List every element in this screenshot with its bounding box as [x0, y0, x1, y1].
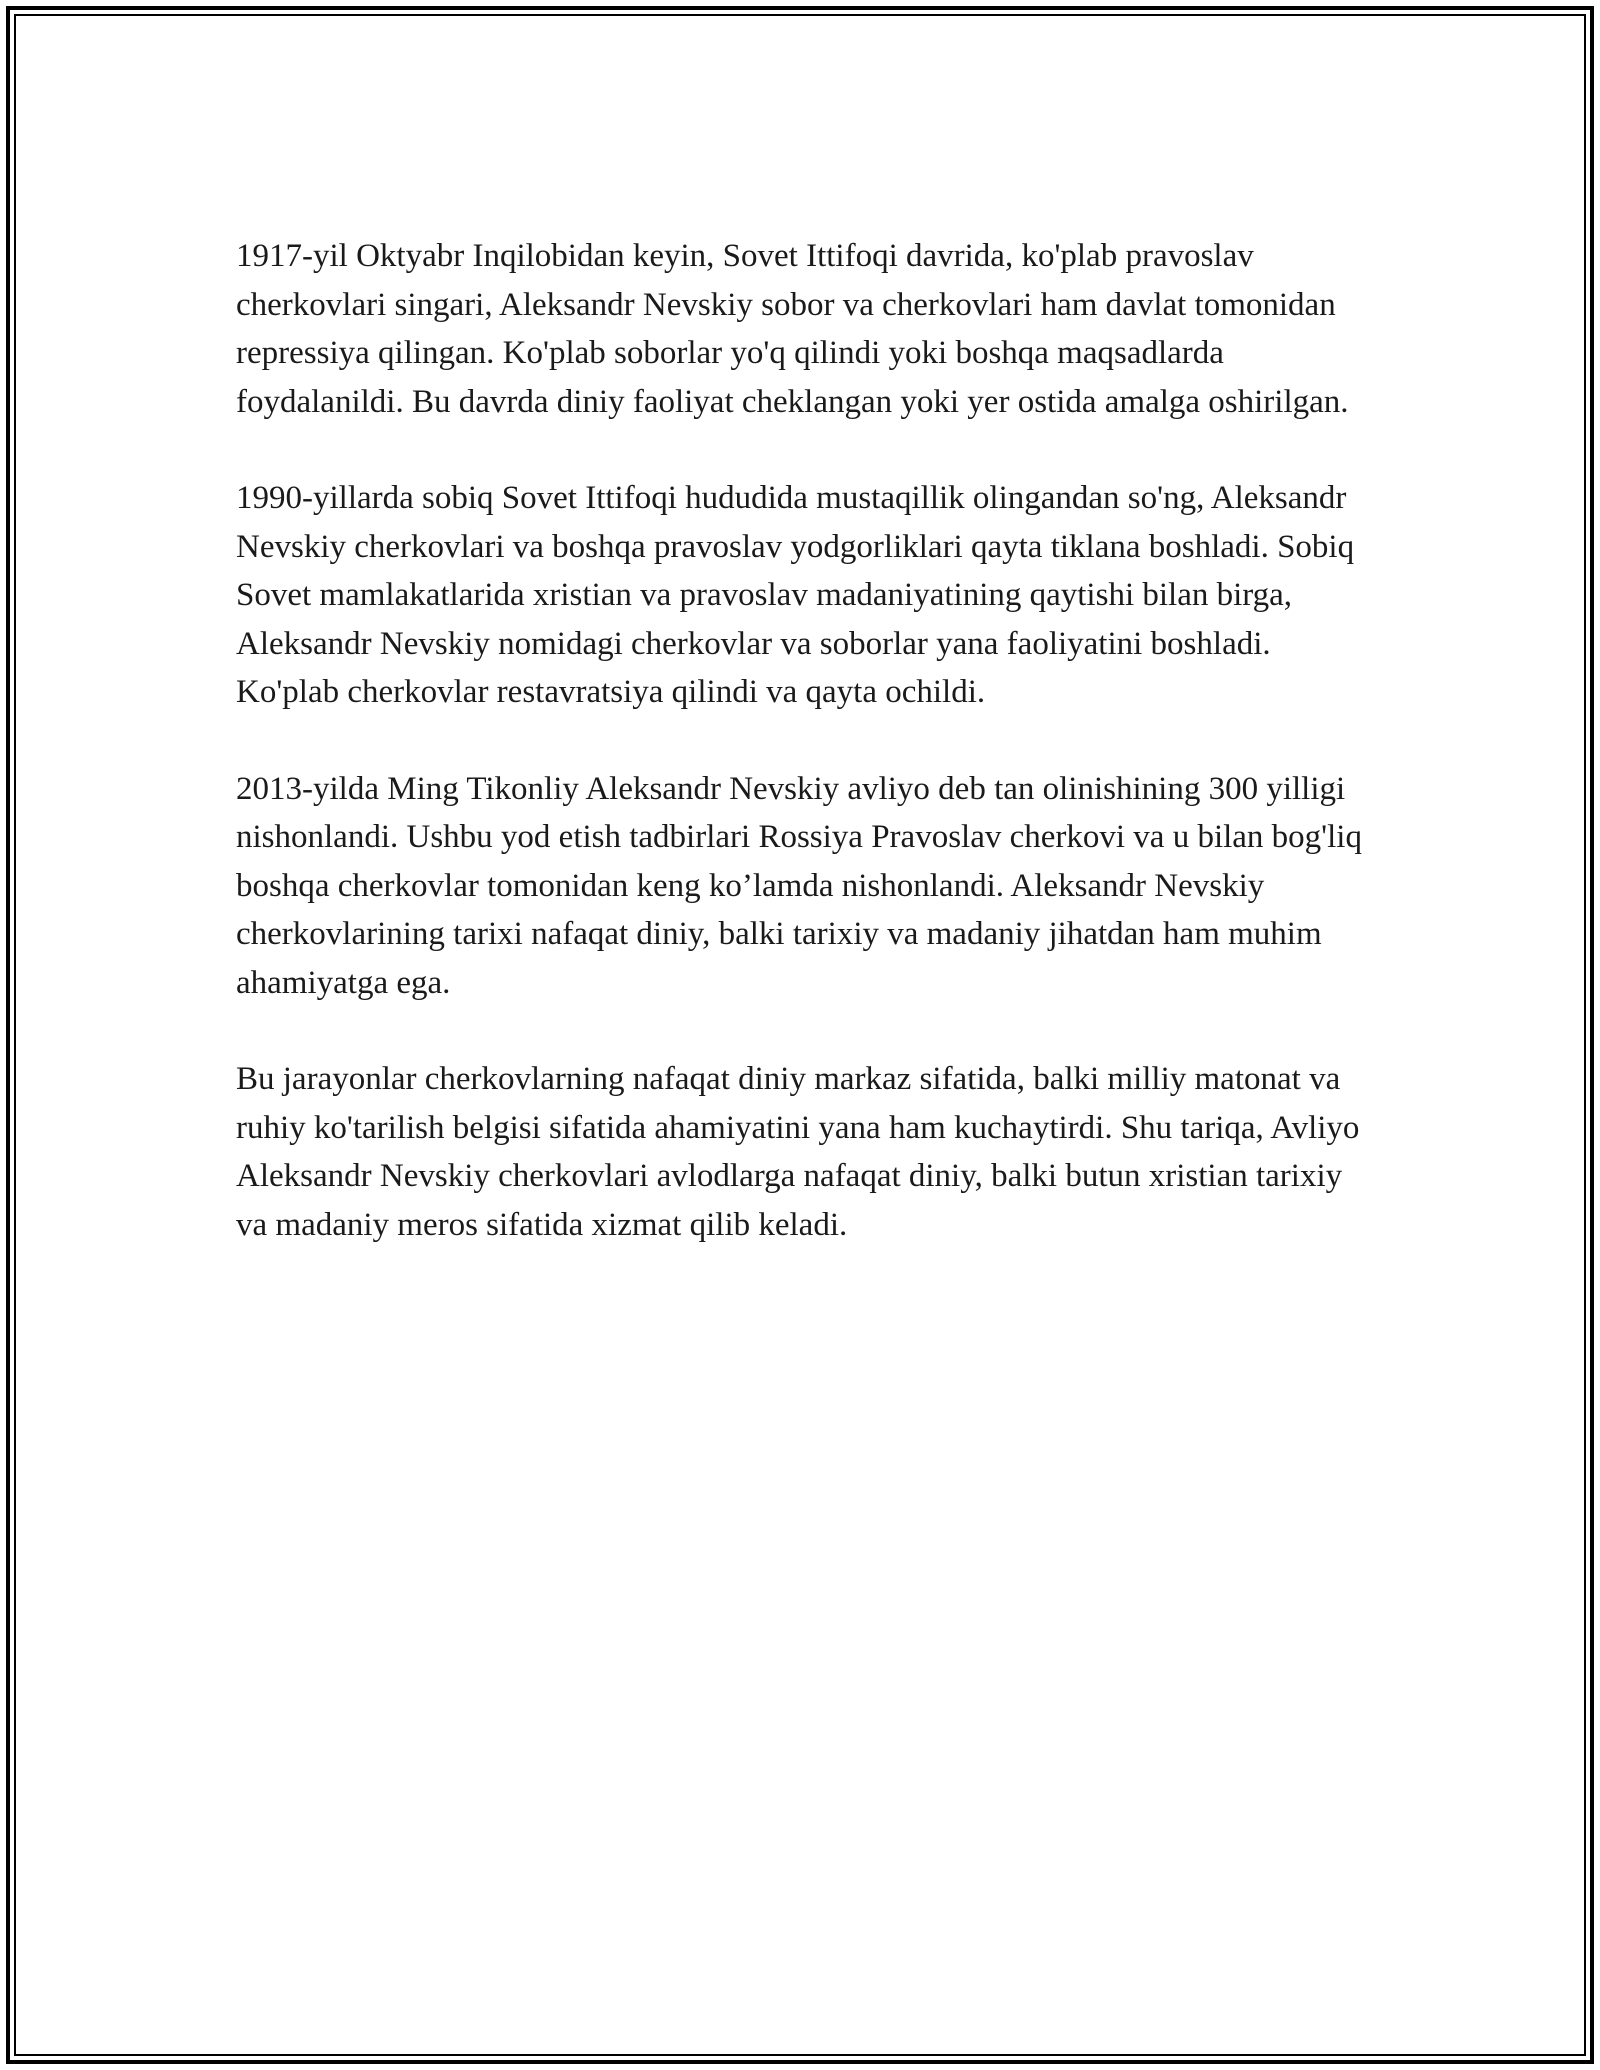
paragraph-3: 2013-yilda Ming Tikonliy Aleksandr Nevskiy avliyo deb tan olinishining 300 yilligi nishonlandi. Ushbu yod etish tadbirlari Rossiya Pravoslav cherkovi va u bilan bog'liq boshqa cherkovlar tomonidan keng ko’lamda nishonlandi. Aleksandr Nevskiy cherkovlarining tarixi nafaqat diniy, balki tarixiy va madaniy jihatdan ham muhim ahamiyatga ega. — [236, 770, 1362, 1001]
paragraph-2: 1990-yillarda sobiq Sovet Ittifoqi hududida mustaqillik olingandan so'ng, Aleksandr Nevskiy cherkovlari va boshqa pravoslav yodgorliklari qayta tiklana boshladi. Sobiq Sovet mamlakatlarida xristian va pravoslav madaniyatining qaytishi bilan birga, Aleksandr Nevskiy nomidagi cherkovlar va soborlar yana faoliyatini boshladi. Ko'plab cherkovlar restavratsiya qilindi va qayta ochildi. — [236, 480, 1355, 710]
document-body — [236, 232, 1366, 1297]
paragraph-4: Bu jarayonlar cherkovlarning nafaqat diniy markaz sifatida, balki milliy matonat va ruhiy ko'tarilish belgisi sifatida ahamiyatini yana ham kuchaytirdi. Shu tariqa, Avliyo Aleksandr Nevskiy cherkovlari avlodlarga nafaqat diniy, balki butun xristian tarixiy va madaniy meros sifatida xizmat qilib keladi. — [236, 1061, 1360, 1243]
paragraph-1: 1917-yil Oktyabr Inqilobidan keyin, Sovet Ittifoqi davrida, ko'plab pravoslav cherkovlari singari, Aleksandr Nevskiy sobor va cherkovlari ham davlat tomonidan repressiya qilingan. Ko'plab soborlar yo'q qilindi yoki boshqa maqsadlarda foydalanildi. Bu davrda diniy faoliyat cheklangan yoki yer ostida amalga oshirilgan. — [236, 238, 1349, 420]
